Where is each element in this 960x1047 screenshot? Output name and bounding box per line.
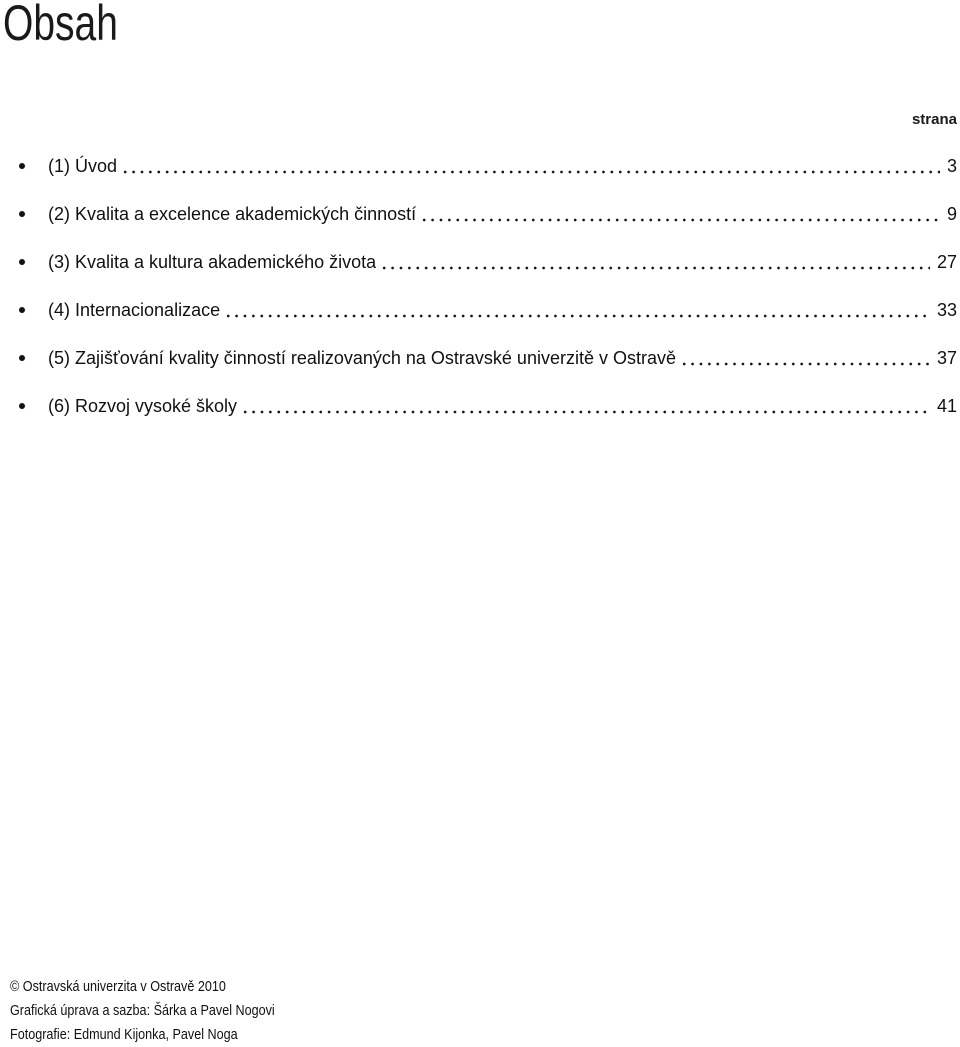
toc-entry-page: 41 bbox=[936, 396, 957, 416]
toc-entry bbox=[19, 394, 957, 418]
toc-entry-label: (3) Kvalita a kultura akademického života bbox=[48, 252, 377, 272]
page-column-header: strana bbox=[911, 111, 957, 128]
dot-leader bbox=[121, 154, 940, 178]
dot-leader bbox=[680, 346, 930, 370]
toc-entry-label: (6) Rozvoj vysoké školy bbox=[48, 396, 238, 416]
copyright-line: © Ostravská univerzita v Ostravě 2010 bbox=[10, 978, 226, 995]
toc-entry-label: (1) Úvod bbox=[48, 156, 118, 176]
toc-entry bbox=[19, 154, 957, 178]
toc-entry-label: (4) Internacionalizace bbox=[48, 300, 221, 320]
bullet-icon bbox=[19, 403, 25, 409]
bullet-icon bbox=[19, 307, 25, 313]
toc-entry-page: 27 bbox=[936, 252, 957, 272]
toc-entry-page: 9 bbox=[946, 204, 957, 224]
bullet-icon bbox=[19, 163, 25, 169]
dot-leader bbox=[241, 394, 930, 418]
dot-leader bbox=[224, 298, 930, 322]
bullet-icon bbox=[19, 355, 25, 361]
toc-entry-page: 33 bbox=[936, 300, 957, 320]
photo-credit-line: Fotografie: Edmund Kijonka, Pavel Noga bbox=[10, 1026, 238, 1043]
page-title: Obsah bbox=[3, 0, 118, 51]
dot-leader bbox=[420, 202, 940, 226]
toc-entry bbox=[19, 298, 957, 322]
toc-entry-page: 3 bbox=[946, 156, 957, 176]
colophon bbox=[10, 975, 275, 1047]
table-of-contents bbox=[19, 154, 957, 442]
toc-entry bbox=[19, 346, 957, 370]
toc-entry-label: (5) Zajišťování kvality činností realizovaných na Ostravské univerzitě v Ostravě bbox=[48, 348, 676, 368]
design-credit-line: Grafická úprava a sazba: Šárka a Pavel Nogovi bbox=[10, 1002, 275, 1019]
dot-leader bbox=[380, 250, 930, 274]
bullet-icon bbox=[19, 259, 25, 265]
toc-entry-page: 37 bbox=[936, 348, 957, 368]
toc-entry bbox=[19, 250, 957, 274]
toc-entry bbox=[19, 202, 957, 226]
toc-entry-label: (2) Kvalita a excelence akademických činností bbox=[48, 204, 417, 224]
bullet-icon bbox=[19, 211, 25, 217]
